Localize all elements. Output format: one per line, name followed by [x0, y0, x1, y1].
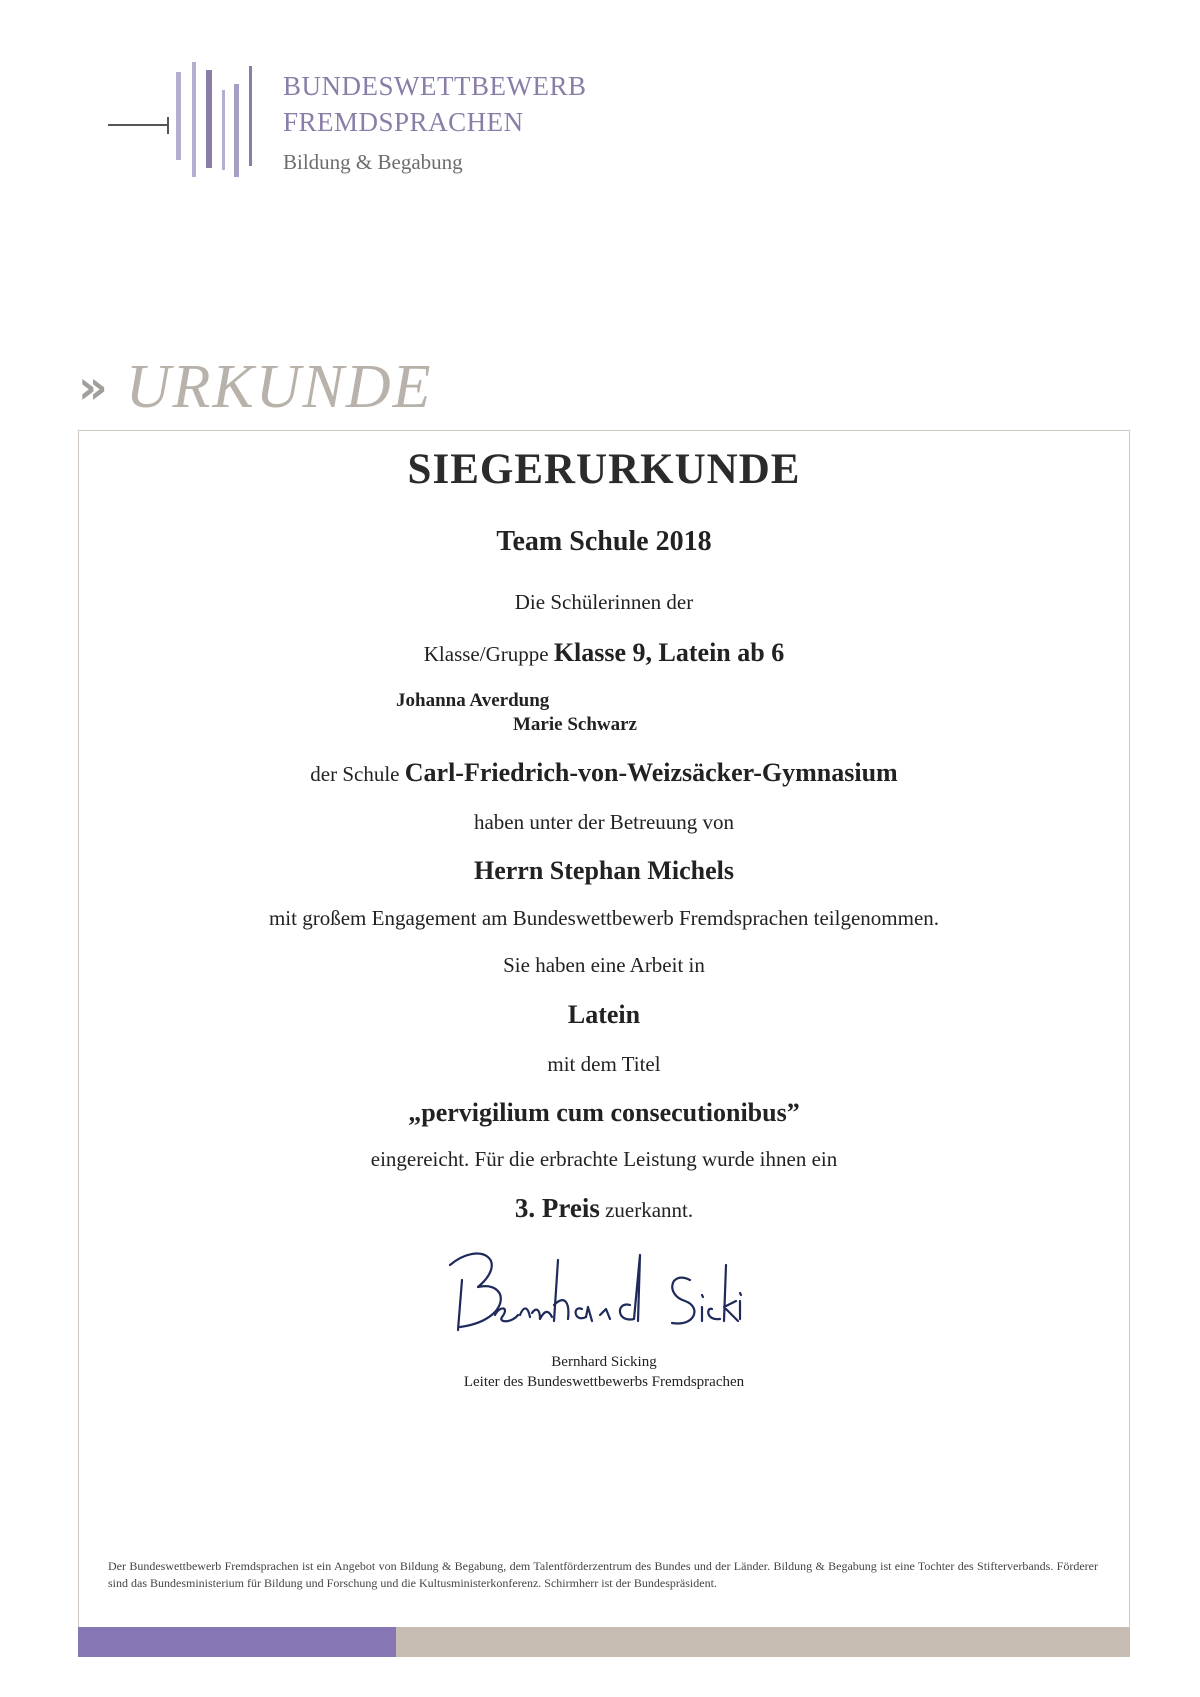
document-type-label: URKUNDE	[125, 352, 433, 421]
chevron-icon: »	[78, 360, 100, 414]
logo-bars-graphic	[108, 62, 283, 192]
handwritten-signature	[440, 1235, 750, 1345]
class-prefix: Klasse/Gruppe	[423, 642, 549, 666]
logo-title-line2: FREMDSPRACHEN	[283, 107, 524, 137]
footer-bar-purple	[78, 1627, 396, 1657]
class-line	[78, 638, 1130, 668]
intro-text: Die Schülerinnen der	[514, 590, 694, 614]
supervision-text: haben unter der Betreuung von	[473, 810, 735, 834]
language-name: Latein	[567, 1000, 641, 1029]
prize-suffix: zuerkannt.	[605, 1198, 694, 1222]
school-prefix: der Schule	[310, 762, 400, 786]
logo-tagline: Bildung & Begabung	[283, 150, 463, 174]
student-name: Marie Schwarz	[513, 714, 637, 735]
title-intro-text: mit dem Titel	[547, 1052, 661, 1076]
work-title: „pervigilium cum consecutionibus”	[408, 1098, 800, 1127]
class-value: Klasse 9, Latein ab 6	[553, 638, 785, 667]
certificate-subtitle: Team Schule 2018	[496, 526, 712, 557]
logo-title-line1: BUNDESWETTBEWERB	[283, 71, 587, 101]
participation-text: mit großem Engagement am Bundeswettbewerb Fremdsprachen teilgenommen.	[268, 906, 940, 930]
prize-line	[78, 1193, 1130, 1224]
certificate-title: SIEGERURKUNDE	[407, 446, 801, 493]
organization-logo	[108, 62, 628, 202]
prize-value: 3. Preis	[514, 1193, 600, 1223]
submitted-text: eingereicht. Für die erbrachte Leistung wurde ihnen ein	[370, 1147, 838, 1171]
supervisor-name: Herrn Stephan Michels	[474, 856, 734, 885]
school-name: Carl-Friedrich-von-Weizsäcker-Gymnasium	[404, 758, 898, 787]
work-text: Sie haben eine Arbeit in	[503, 953, 705, 977]
signatory-role: Leiter des Bundeswettbewerbs Fremdsprachen	[463, 1374, 745, 1390]
signatory-name: Bernhard Sicking	[551, 1354, 657, 1370]
footer-note: Der Bundeswettbewerb Fremdsprachen ist ein Angebot von Bildung & Begabung, dem Talentförderzentrum des Bundes und der Länder. Bildung & Begabung ist eine Tochter des Stifterverbands. Förderer sind das Bundesministerium für Bildung und Forschung und die Kultusministerkonferenz. Schirmherr ist der Bundespräsident.	[108, 1559, 1098, 1590]
document-type-heading	[78, 352, 433, 422]
school-line	[78, 758, 1130, 788]
student-name: Johanna Averdung	[396, 690, 550, 711]
footer-bar-beige	[396, 1627, 1130, 1657]
